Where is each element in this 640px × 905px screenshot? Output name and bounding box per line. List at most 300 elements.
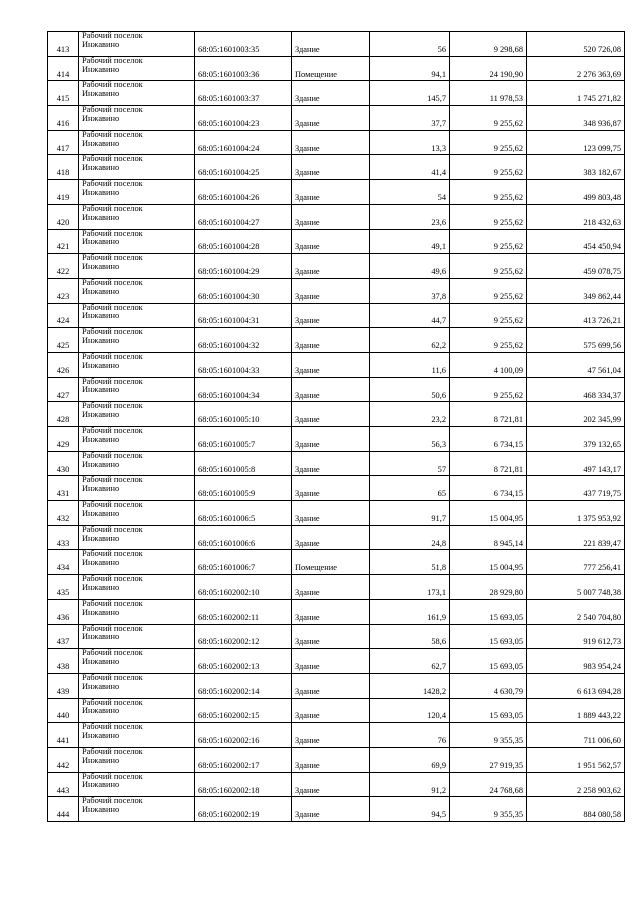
locality-cell bbox=[79, 106, 195, 131]
area-cell bbox=[370, 377, 450, 402]
cadastral-number: 68:05:1601005:10 bbox=[198, 415, 260, 425]
area-cell bbox=[370, 204, 450, 229]
cadastral-value: 2 276 363,69 bbox=[577, 69, 621, 79]
object-type-cell bbox=[292, 130, 370, 155]
cadastral-number-cell bbox=[195, 328, 292, 353]
cadastral-number-cell bbox=[195, 130, 292, 155]
cadastral-value-cell bbox=[527, 32, 625, 57]
object-type: Здание bbox=[295, 390, 320, 400]
area-cell bbox=[370, 624, 450, 649]
cadastral-number: 68:05:1602002:14 bbox=[198, 686, 260, 696]
locality-line-2: Инжавино bbox=[82, 731, 120, 741]
cadastral-number-cell bbox=[195, 797, 292, 822]
row-number-cell bbox=[48, 155, 79, 180]
table-row bbox=[48, 673, 625, 698]
cadastral-number: 68:05:1601004:24 bbox=[198, 143, 260, 153]
area: 145,7 bbox=[427, 94, 446, 104]
rate-cell bbox=[450, 649, 527, 674]
locality-line-2: Инжавино bbox=[82, 484, 120, 494]
rate-cell bbox=[450, 352, 527, 377]
cadastral-number-cell bbox=[195, 599, 292, 624]
cadastral-value: 711 006,60 bbox=[583, 736, 621, 746]
row-number: 444 bbox=[56, 810, 70, 820]
cadastral-number-cell bbox=[195, 278, 292, 303]
cadastral-value: 884 080,58 bbox=[583, 810, 621, 820]
cadastral-number: 68:05:1601004:25 bbox=[198, 168, 260, 178]
locality-line-1: Рабочий поселок bbox=[82, 426, 143, 435]
row-number-cell bbox=[48, 130, 79, 155]
area-cell bbox=[370, 698, 450, 723]
locality-cell bbox=[79, 229, 195, 254]
rate-cell bbox=[450, 797, 527, 822]
row-number-cell bbox=[48, 451, 79, 476]
rate-cell bbox=[450, 673, 527, 698]
row-number-cell bbox=[48, 797, 79, 822]
object-type: Здание bbox=[295, 686, 320, 696]
row-number-cell bbox=[48, 624, 79, 649]
locality-line-1: Рабочий поселок bbox=[82, 401, 143, 411]
cadastral-value: 383 182,67 bbox=[583, 168, 621, 178]
locality-cell bbox=[79, 352, 195, 377]
locality-line-2: Инжавино bbox=[82, 632, 120, 642]
rate-cell bbox=[450, 229, 527, 254]
rate: 8 721,81 bbox=[493, 415, 523, 425]
cadastral-value-cell bbox=[527, 550, 625, 575]
table-row bbox=[48, 328, 625, 353]
table-row bbox=[48, 427, 625, 452]
rate: 28 929,80 bbox=[489, 588, 523, 597]
cadastral-value: 459 078,75 bbox=[583, 267, 621, 277]
cadastral-value: 2 258 903,62 bbox=[577, 785, 621, 795]
area-cell bbox=[370, 501, 450, 526]
locality-cell bbox=[79, 56, 195, 81]
cadastral-number: 68:05:1602002:11 bbox=[198, 612, 260, 622]
row-number-cell bbox=[48, 278, 79, 303]
object-type: Здание bbox=[295, 316, 320, 326]
rate-cell bbox=[450, 698, 527, 723]
object-type: Здание bbox=[295, 612, 320, 622]
rate: 4 630,79 bbox=[493, 686, 523, 696]
rate: 9 255,62 bbox=[493, 168, 523, 178]
cadastral-number-cell bbox=[195, 525, 292, 550]
table-row bbox=[48, 476, 625, 501]
row-number-cell bbox=[48, 550, 79, 575]
object-type: Здание bbox=[295, 810, 320, 820]
table-row bbox=[48, 747, 625, 772]
locality-line-1: Рабочий поселок bbox=[82, 31, 143, 40]
cadastral-value-cell bbox=[527, 81, 625, 106]
area: 62,2 bbox=[431, 341, 446, 351]
row-number: 428 bbox=[56, 415, 70, 425]
locality-line-2: Инжавино bbox=[82, 163, 120, 173]
cadastral-number-cell bbox=[195, 81, 292, 106]
cadastral-value: 218 432,63 bbox=[583, 217, 621, 227]
rate: 4 100,09 bbox=[493, 365, 523, 375]
area: 50,6 bbox=[431, 390, 446, 400]
cadastral-number: 68:05:1601006:7 bbox=[198, 563, 256, 573]
locality-line-2: Инжавино bbox=[82, 459, 120, 469]
rate-cell bbox=[450, 476, 527, 501]
locality-line-2: Инжавино bbox=[82, 64, 120, 74]
row-number-cell bbox=[48, 698, 79, 723]
locality-cell bbox=[79, 624, 195, 649]
rate: 9 255,62 bbox=[493, 242, 523, 252]
row-number: 435 bbox=[56, 588, 70, 597]
row-number: 419 bbox=[56, 193, 70, 202]
locality-line-1: Рабочий поселок bbox=[82, 352, 143, 361]
table-row bbox=[48, 575, 625, 600]
cadastral-value: 520 726,08 bbox=[583, 44, 621, 54]
locality-line-1: Рабочий поселок bbox=[82, 796, 143, 806]
row-number: 437 bbox=[56, 637, 70, 647]
row-number-cell bbox=[48, 525, 79, 550]
area: 57 bbox=[437, 464, 446, 474]
cadastral-number-cell bbox=[195, 106, 292, 131]
object-type-cell bbox=[292, 81, 370, 106]
table-row bbox=[48, 649, 625, 674]
rate-cell bbox=[450, 599, 527, 624]
cadastral-number: 68:05:1601004:26 bbox=[198, 193, 260, 202]
rate-cell bbox=[450, 204, 527, 229]
locality-cell bbox=[79, 81, 195, 106]
area: 62,7 bbox=[431, 662, 446, 672]
locality-line-1: Рабочий поселок bbox=[82, 179, 143, 189]
cadastral-number: 68:05:1602002:12 bbox=[198, 637, 260, 647]
locality-cell bbox=[79, 303, 195, 328]
rate: 15 693,05 bbox=[489, 711, 523, 721]
locality-line-1: Рабочий поселок bbox=[82, 80, 143, 90]
cadastral-number: 68:05:1601004:23 bbox=[198, 118, 260, 128]
object-type-cell bbox=[292, 229, 370, 254]
rate: 9 255,62 bbox=[493, 291, 523, 301]
locality-line-1: Рабочий поселок bbox=[82, 377, 143, 386]
cadastral-value-cell bbox=[527, 254, 625, 279]
locality-line-2: Инжавино bbox=[82, 434, 120, 444]
object-type-cell bbox=[292, 106, 370, 131]
row-number: 415 bbox=[56, 94, 70, 104]
cadastral-value: 497 143,17 bbox=[583, 464, 621, 474]
locality-line-2: Инжавино bbox=[82, 336, 120, 346]
rate: 6 734,15 bbox=[493, 439, 523, 449]
area-cell bbox=[370, 130, 450, 155]
area-cell bbox=[370, 32, 450, 57]
area: 37,8 bbox=[431, 291, 446, 301]
area-cell bbox=[370, 278, 450, 303]
rate-cell bbox=[450, 155, 527, 180]
table-row bbox=[48, 525, 625, 550]
cadastral-value: 468 334,37 bbox=[583, 390, 621, 400]
area-cell bbox=[370, 476, 450, 501]
locality-cell bbox=[79, 328, 195, 353]
cadastral-number: 68:05:1601004:30 bbox=[198, 291, 260, 301]
locality-line-2: Инжавино bbox=[82, 657, 120, 666]
cadastral-number: 68:05:1601003:36 bbox=[198, 69, 260, 79]
object-type: Здание bbox=[295, 785, 320, 795]
cadastral-number-cell bbox=[195, 476, 292, 501]
locality-line-2: Инжавино bbox=[82, 187, 120, 197]
rate: 9 355,35 bbox=[493, 810, 523, 820]
row-number: 438 bbox=[56, 662, 70, 672]
object-type: Здание bbox=[295, 168, 320, 178]
area-cell bbox=[370, 451, 450, 476]
cadastral-value-cell bbox=[527, 352, 625, 377]
area: 76 bbox=[437, 736, 446, 746]
object-type-cell bbox=[292, 624, 370, 649]
cadastral-number: 68:05:1601004:29 bbox=[198, 267, 260, 277]
row-number-cell bbox=[48, 402, 79, 427]
row-number-cell bbox=[48, 649, 79, 674]
row-number: 439 bbox=[56, 686, 70, 696]
cadastral-value: 1 889 443,22 bbox=[577, 711, 621, 721]
rate-cell bbox=[450, 747, 527, 772]
cadastral-number-cell bbox=[195, 254, 292, 279]
object-type: Здание bbox=[295, 365, 320, 375]
row-number: 420 bbox=[56, 217, 70, 227]
rate-cell bbox=[450, 254, 527, 279]
object-type-cell bbox=[292, 352, 370, 377]
table-row bbox=[48, 772, 625, 797]
object-type-cell bbox=[292, 476, 370, 501]
cadastral-number-cell bbox=[195, 229, 292, 254]
object-type-cell bbox=[292, 427, 370, 452]
locality-cell bbox=[79, 377, 195, 402]
locality-cell bbox=[79, 155, 195, 180]
cadastral-value-cell bbox=[527, 377, 625, 402]
object-type-cell bbox=[292, 180, 370, 205]
object-type-cell bbox=[292, 649, 370, 674]
object-type-cell bbox=[292, 501, 370, 526]
row-number-cell bbox=[48, 747, 79, 772]
table-row bbox=[48, 278, 625, 303]
rate-cell bbox=[450, 624, 527, 649]
cadastral-number-cell bbox=[195, 56, 292, 81]
area: 24,8 bbox=[431, 538, 446, 548]
cadastral-value-cell bbox=[527, 180, 625, 205]
locality-line-1: Рабочий поселок bbox=[82, 327, 143, 337]
object-type: Помещение bbox=[295, 69, 337, 79]
locality-line-2: Инжавино bbox=[82, 805, 120, 815]
cadastral-value-cell bbox=[527, 476, 625, 501]
object-type: Здание bbox=[295, 94, 320, 104]
object-type: Здание bbox=[295, 44, 320, 54]
table-row bbox=[48, 599, 625, 624]
rate-cell bbox=[450, 32, 527, 57]
table-row bbox=[48, 155, 625, 180]
table-row bbox=[48, 204, 625, 229]
object-type: Здание bbox=[295, 760, 320, 770]
object-type-cell bbox=[292, 32, 370, 57]
area: 56,3 bbox=[431, 439, 446, 449]
row-number-cell bbox=[48, 328, 79, 353]
cadastral-number: 68:05:1602002:10 bbox=[198, 588, 260, 597]
cadastral-value-cell bbox=[527, 402, 625, 427]
cadastral-value: 575 699,56 bbox=[583, 341, 621, 351]
cadastral-value-cell bbox=[527, 155, 625, 180]
locality-line-1: Рабочий поселок bbox=[82, 56, 143, 65]
area-cell bbox=[370, 81, 450, 106]
locality-line-2: Инжавино bbox=[82, 780, 120, 790]
rate-cell bbox=[450, 772, 527, 797]
cadastral-number: 68:05:1601005:7 bbox=[198, 439, 256, 449]
row-number-cell bbox=[48, 229, 79, 254]
area-cell bbox=[370, 673, 450, 698]
locality-line-1: Рабочий поселок bbox=[82, 673, 143, 682]
area-cell bbox=[370, 575, 450, 600]
row-number-cell bbox=[48, 180, 79, 205]
rate: 9 255,62 bbox=[493, 193, 523, 202]
object-type-cell bbox=[292, 525, 370, 550]
row-number: 436 bbox=[56, 612, 70, 622]
cadastral-number-cell bbox=[195, 550, 292, 575]
area: 69,9 bbox=[431, 760, 446, 770]
table-body bbox=[48, 32, 625, 822]
locality-line-1: Рабочий поселок bbox=[82, 278, 143, 287]
rate: 15 693,05 bbox=[489, 662, 523, 672]
table-row bbox=[48, 81, 625, 106]
cadastral-value: 1 745 271,82 bbox=[577, 94, 621, 104]
area: 49,6 bbox=[431, 267, 446, 277]
locality-cell bbox=[79, 501, 195, 526]
object-type-cell bbox=[292, 56, 370, 81]
object-type-cell bbox=[292, 303, 370, 328]
rate-cell bbox=[450, 723, 527, 748]
cadastral-value-cell bbox=[527, 525, 625, 550]
locality-line-2: Инжавино bbox=[82, 138, 120, 148]
object-type-cell bbox=[292, 328, 370, 353]
row-number: 432 bbox=[56, 513, 70, 523]
row-number: 413 bbox=[56, 44, 70, 54]
property-table bbox=[47, 31, 625, 822]
cadastral-value: 777 256,41 bbox=[583, 563, 621, 573]
locality-line-2: Инжавино bbox=[82, 558, 120, 568]
locality-line-2: Инжавино bbox=[82, 607, 120, 617]
object-type: Здание bbox=[295, 242, 320, 252]
area: 11,6 bbox=[431, 365, 446, 375]
table-row bbox=[48, 130, 625, 155]
object-type-cell bbox=[292, 155, 370, 180]
object-type: Здание bbox=[295, 415, 320, 425]
cadastral-number: 68:05:1601003:37 bbox=[198, 94, 260, 104]
cadastral-value-cell bbox=[527, 501, 625, 526]
row-number-cell bbox=[48, 81, 79, 106]
table-row bbox=[48, 723, 625, 748]
object-type-cell bbox=[292, 254, 370, 279]
locality-line-2: Инжавино bbox=[82, 385, 120, 395]
locality-line-1: Рабочий поселок bbox=[82, 253, 143, 263]
locality-line-1: Рабочий поселок bbox=[82, 747, 143, 756]
locality-line-2: Инжавино bbox=[82, 286, 120, 296]
row-number: 418 bbox=[56, 168, 70, 178]
area: 94,5 bbox=[431, 810, 446, 820]
row-number-cell bbox=[48, 106, 79, 131]
object-type: Здание bbox=[295, 193, 320, 202]
object-type: Помещение bbox=[295, 563, 337, 573]
cadastral-number: 68:05:1602002:18 bbox=[198, 785, 260, 795]
row-number-cell bbox=[48, 254, 79, 279]
cadastral-number-cell bbox=[195, 772, 292, 797]
cadastral-value: 349 862,44 bbox=[583, 291, 621, 301]
object-type-cell bbox=[292, 575, 370, 600]
rate-cell bbox=[450, 328, 527, 353]
object-type-cell bbox=[292, 278, 370, 303]
area: 51,8 bbox=[431, 563, 446, 573]
locality-line-1: Рабочий поселок bbox=[82, 500, 143, 510]
cadastral-number: 68:05:1602002:15 bbox=[198, 711, 260, 721]
table-row bbox=[48, 56, 625, 81]
cadastral-number: 68:05:1601006:5 bbox=[198, 513, 256, 523]
locality-line-2: Инжавино bbox=[82, 582, 120, 592]
rate: 9 255,62 bbox=[493, 143, 523, 153]
row-number-cell bbox=[48, 303, 79, 328]
rate: 9 255,62 bbox=[493, 267, 523, 277]
area-cell bbox=[370, 747, 450, 772]
cadastral-value-cell bbox=[527, 673, 625, 698]
area: 58,6 bbox=[431, 637, 446, 647]
cadastral-value: 221 839,47 bbox=[583, 538, 621, 548]
area: 56 bbox=[437, 44, 446, 54]
cadastral-value: 47 561,04 bbox=[587, 365, 621, 375]
cadastral-number: 68:05:1602002:13 bbox=[198, 662, 260, 672]
row-number-cell bbox=[48, 204, 79, 229]
table-row bbox=[48, 501, 625, 526]
object-type: Здание bbox=[295, 217, 320, 227]
cadastral-value-cell bbox=[527, 106, 625, 131]
locality-cell bbox=[79, 698, 195, 723]
row-number-cell bbox=[48, 772, 79, 797]
area-cell bbox=[370, 155, 450, 180]
cadastral-value-cell bbox=[527, 797, 625, 822]
object-type: Здание bbox=[295, 118, 320, 128]
object-type: Здание bbox=[295, 439, 320, 449]
cadastral-value-cell bbox=[527, 328, 625, 353]
cadastral-value-cell bbox=[527, 698, 625, 723]
locality-cell bbox=[79, 180, 195, 205]
area-cell bbox=[370, 180, 450, 205]
row-number: 423 bbox=[56, 291, 70, 301]
row-number-cell bbox=[48, 377, 79, 402]
locality-line-1: Рабочий поселок bbox=[82, 154, 143, 164]
rate-cell bbox=[450, 525, 527, 550]
object-type: Здание bbox=[295, 291, 320, 301]
cadastral-value: 454 450,94 bbox=[583, 242, 621, 252]
row-number: 430 bbox=[56, 464, 70, 474]
row-number-cell bbox=[48, 32, 79, 57]
rate: 9 255,62 bbox=[493, 217, 523, 227]
locality-cell bbox=[79, 772, 195, 797]
rate: 9 255,62 bbox=[493, 390, 523, 400]
rate-cell bbox=[450, 427, 527, 452]
locality-line-2: Инжавино bbox=[82, 508, 120, 518]
area-cell bbox=[370, 550, 450, 575]
object-type: Здание bbox=[295, 588, 320, 597]
object-type: Здание bbox=[295, 637, 320, 647]
locality-line-2: Инжавино bbox=[82, 360, 120, 370]
rate: 11 978,53 bbox=[489, 94, 523, 104]
object-type: Здание bbox=[295, 662, 320, 672]
object-type-cell bbox=[292, 550, 370, 575]
cadastral-number-cell bbox=[195, 204, 292, 229]
locality-line-1: Рабочий поселок bbox=[82, 772, 143, 781]
row-number-cell bbox=[48, 56, 79, 81]
object-type-cell bbox=[292, 451, 370, 476]
row-number: 440 bbox=[56, 711, 70, 721]
object-type-cell bbox=[292, 772, 370, 797]
rate: 24 190,90 bbox=[489, 69, 523, 79]
rate-cell bbox=[450, 180, 527, 205]
row-number-cell bbox=[48, 599, 79, 624]
cadastral-value-cell bbox=[527, 599, 625, 624]
cadastral-number: 68:05:1601005:8 bbox=[198, 464, 256, 474]
